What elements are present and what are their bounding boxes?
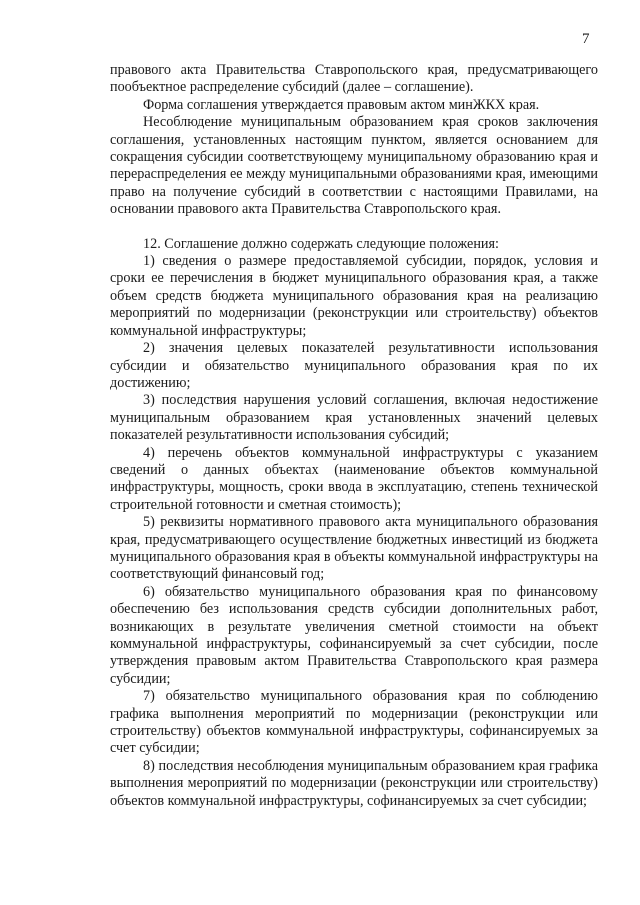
document-body <box>110 62 598 810</box>
list-item-4: 4) перечень объектов коммунальной инфраструктуры с указанием сведений о данных объектах (наименование объектов коммунальной инфраструктуры, мощность, сроки ввода в эксплуатацию, степень технической строительной готовности и сметная стоимость); <box>110 444 598 513</box>
paragraph-gap <box>110 219 598 236</box>
paragraph-agreement-form: Форма соглашения утверждается правовым актом минЖКХ края. <box>143 96 540 113</box>
list-item-7: 7) обязательство муниципального образования края по соблюдению графика выполнения мероприятий по модернизации (реконструкции или строительству) объектов коммунальной инфраструктуры, софинансируемых за счет субсидии; <box>110 688 598 757</box>
list-item-6: 6) обязательство муниципального образования края по финансовому обеспечению без использования средств субсидии дополнительных работ, возникающих в результате увеличения сметной стоимости на объект коммунальной инфраструктуры, софинансируемый за счет субсидии, после утверждения правовым актом Правительства Ставропольского края размера субсидии; <box>110 583 598 687</box>
paragraph-section-12: 12. Соглашение должно содержать следующие положения: <box>143 235 499 252</box>
list-item-2: 2) значения целевых показателей результативности использования субсидии и обязательство муниципального образования края по их достижению; <box>110 340 598 391</box>
list-item-8: 8) последствия несоблюдения муниципальным образованием края графика выполнения мероприятий по модернизации (реконструкции или строительству) объектов коммунальной инфраструктуры, софинансируемых за счет субсидии; <box>110 757 598 809</box>
page-number: 7 <box>582 31 590 47</box>
paragraph-continuation: правового акта Правительства Ставропольского края, предусматривающего пообъектное распределение субсидий (далее – соглашение). <box>110 62 598 96</box>
list-item-3: 3) последствия нарушения условий соглашения, включая недостижение муниципальным образованием края установленных значений целевых показателей результативности использования субсидий; <box>110 392 598 444</box>
list-item-5: 5) реквизиты нормативного правового акта муниципального образования края, предусматривающего осуществление бюджетных инвестиций из бюджета муниципального образования края в объекты коммунальной инфраструктуры на соответствующий финансовый год; <box>110 514 598 583</box>
list-item-1: 1) сведения о размере предоставляемой субсидии, порядок, условия и сроки ее перечисления в бюджет муниципального образования края, а также объем средств бюджета муниципального образования края на реализацию мероприятий по модернизации (реконструкции или строительству) объектов коммунальной инфраструктуры; <box>110 253 598 339</box>
paragraph-noncompliance: Несоблюдение муниципальным образованием края сроков заключения соглашения, установленных настоящим пунктом, является основанием для сокращения субсидии соответствующему муниципальному образованию края и перераспределения ее между муниципальными образованиями края, имеющими право на получение субсидий в соответствии с настоящими Правилами, на основании правового акта Правительства Ставропольского края. <box>110 114 598 218</box>
